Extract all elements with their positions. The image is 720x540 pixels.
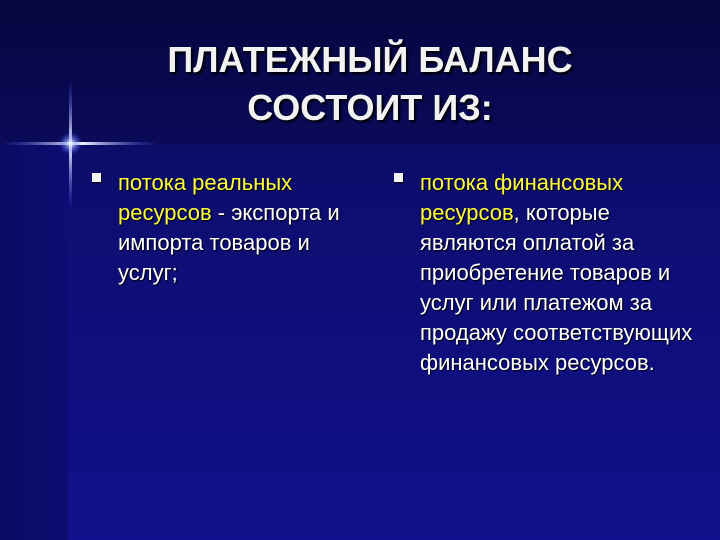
bullet-real-resources: [92, 168, 374, 288]
bullet-text: [118, 168, 374, 288]
title-line-2: СОСТОИТ ИЗ:: [247, 87, 493, 128]
bullet-square-icon: [394, 173, 403, 182]
bullet-description: , которые являются оплатой за приобретение товаров и услуг или платежом за продажу соответствующих финансовых ресурсов.: [420, 200, 693, 375]
bullet-financial-resources: [394, 168, 694, 378]
title-line-1: ПЛАТЕЖНЫЙ БАЛАНС: [167, 39, 573, 80]
bullet-description: - экспорта и импорта товаров и услуг;: [118, 200, 340, 285]
page-title: [60, 36, 680, 132]
highlight-term: потока финансовых ресурсов: [420, 170, 624, 225]
bullet-square-icon: [92, 173, 101, 182]
bullet-text: [420, 168, 694, 378]
highlight-term: потока реальных ресурсов: [118, 170, 293, 225]
